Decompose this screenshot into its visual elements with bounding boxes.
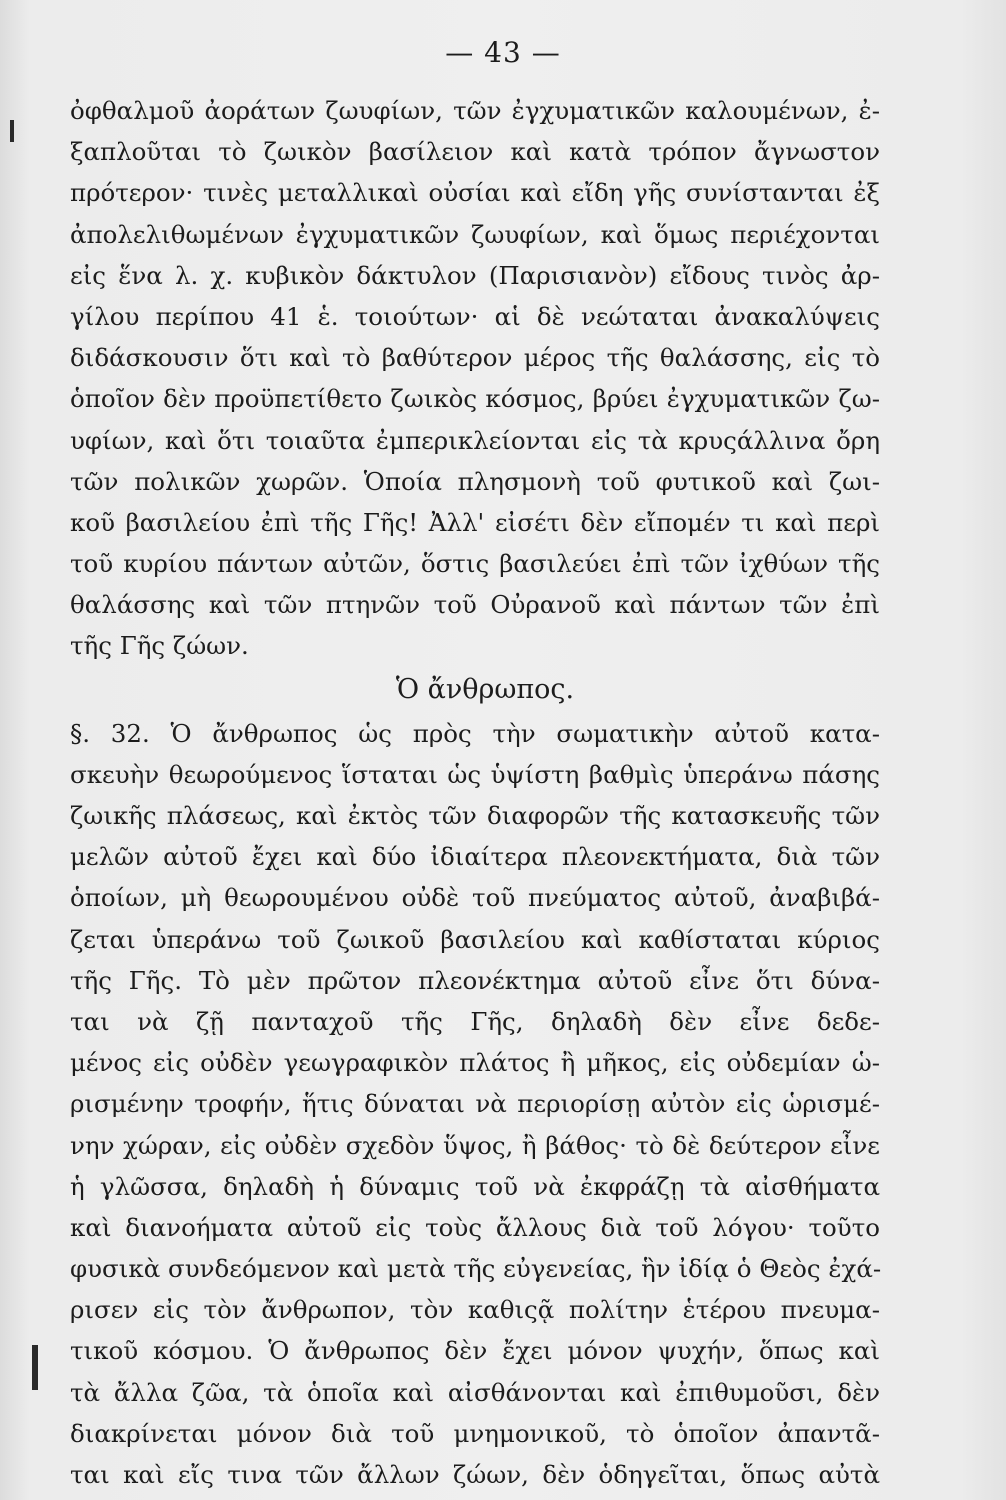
text-line: πρότερον· τινὲς μεταλλικαὶ οὐσίαι καὶ εἴδη γῆς συνίστανται ἐξ (70, 178, 880, 208)
text-line: καὶ διανοήματα αὐτοῦ εἰς τοὺς ἄλλους διὰ τοῦ λόγου· τοῦτο (70, 1212, 880, 1242)
text-line: ὁποῖον δὲν προϋπετίθετο ζωικὸς κόσμος, βρύει ἐγχυματικῶν ζω- (70, 384, 880, 414)
text-line: §. 32. Ὁ ἄνθρωπος ὡς πρὸς τὴν σωματικὴν αὐτοῦ κατα- (70, 718, 880, 748)
text-line: μένος εἰς οὐδὲν γεωγραφικὸν πλάτος ἢ μῆκος, εἰς οὐδεμίαν ὡ- (70, 1048, 880, 1078)
text-line: σκευὴν θεωρούμενος ἵσταται ὡς ὑψίστη βαθμὶς ὑπεράνω πάσης (70, 759, 880, 789)
text-line: κοῦ βασιλείου ἐπὶ τῆς Γῆς! Ἀλλ' εἰσέτι δὲν εἴπομέν τι καὶ περὶ (70, 507, 880, 537)
text-line: ἀπολελιθωμένων ἐγχυματικῶν ζωυφίων, καὶ ὅμως περιέχονται (70, 219, 880, 249)
text-line: ρισεν εἰς τὸν ἄνθρωπον, τὸν καθιςᾷ πολίτην ἑτέρου πνευμα- (70, 1295, 880, 1325)
text-line: εἰς ἕνα λ. χ. κυβικὸν δάκτυλον (Παρισιανὸν) εἴδους τινὸς ἀρ- (70, 260, 880, 290)
text-line: ται νὰ ζῇ πανταχοῦ τῆς Γῆς, δηλαδὴ δὲν εἶνε δεδε- (70, 1006, 880, 1036)
paragraph-animal-kingdom (70, 90, 880, 667)
margin-mark-top (10, 120, 14, 142)
section-heading: Ὁ ἄνθρωπος. (395, 673, 575, 705)
text-line: τὰ ἄλλα ζῶα, τὰ ὁποῖα καὶ αἰσθάνονται καὶ ἐπιθυμοῦσι, δὲν (70, 1377, 880, 1407)
margin-mark-bottom (32, 1345, 38, 1390)
text-line: ρισμένην τροφήν, ἥτις δύναται νὰ περιορίσῃ αὐτὸν εἰς ὡρισμέ- (70, 1089, 880, 1119)
text-line: διδάσκουσιν ὅτι καὶ τὸ βαθύτερον μέρος τῆς θαλάσσης, εἰς τὸ (70, 343, 880, 373)
text-line: τικοῦ κόσμου. Ὁ ἄνθρωπος δὲν ἔχει μόνον ψυχήν, ὅπως καὶ (70, 1336, 880, 1366)
text-line: τοῦ κυρίου πάντων αὐτῶν, ὅστις βασιλεύει ἐπὶ τῶν ἰχθύων τῆς (70, 549, 880, 579)
text-line: μελῶν αὐτοῦ ἔχει καὶ δύο ἰδιαίτερα πλεονεκτήματα, διὰ τῶν (70, 842, 880, 872)
text-line: νην χώραν, εἰς οὐδὲν σχεδὸν ὕψος, ἢ βάθος· τὸ δὲ δεύτερον εἶνε (70, 1130, 880, 1160)
text-line: ται καὶ εἴς τινα τῶν ἄλλων ζώων, δὲν ὁδηγεῖται, ὅπως αὐτὰ (70, 1460, 880, 1489)
text-line: θαλάσσης καὶ τῶν πτηνῶν τοῦ Οὐρανοῦ καὶ πάντων τῶν ἐπὶ (70, 590, 880, 620)
text-line: γίλου περίπου 41 ἑ. τοιούτων· αἱ δὲ νεώταται ἀνακαλύψεις (70, 301, 880, 331)
paragraph-man (70, 713, 880, 1496)
text-line: τῶν πολικῶν χωρῶν. Ὁποία πλησμονὴ τοῦ φυτικοῦ καὶ ζωι- (70, 466, 880, 496)
text-line: φυσικὰ συνδεόμενον καὶ μετὰ τῆς εὐγενείας, ἣν ἰδίᾳ ὁ Θεὸς ἐχά- (70, 1254, 882, 1284)
text-line: ζεται ὑπεράνω τοῦ ζωικοῦ βασιλείου καὶ καθίσταται κύριος (70, 924, 880, 954)
text-line: ξαπλοῦται τὸ ζωικὸν βασίλειον καὶ κατὰ τρόπον ἄγνωστον (70, 137, 880, 167)
text-line: ὀφθαλμοῦ ἀοράτων ζωυφίων, τῶν ἐγχυματικῶν καλουμένων, ἐ- (70, 96, 880, 125)
text-line: υφίων, καὶ ὅτι τοιαῦτα ἐμπερικλείονται εἰς τὰ κρυςάλλινα ὄρη (70, 425, 880, 455)
text-line: διακρίνεται μόνον διὰ τοῦ μνημονικοῦ, τὸ ὁποῖον ἀπαντᾶ- (70, 1418, 880, 1448)
text-line: τῆς Γῆς. Τὸ μὲν πρῶτον πλεονέκτημα αὐτοῦ εἶνε ὅτι δύνα- (70, 965, 880, 995)
page-number: — 43 — (445, 36, 561, 69)
text-line: τῆς Γῆς ζώων. (70, 631, 249, 661)
text-body (70, 90, 880, 1495)
text-line: ζωικῆς πλάσεως, καὶ ἐκτὸς τῶν διαφορῶν τῆς κατασκευῆς τῶν (70, 801, 880, 830)
text-line: ἡ γλῶσσα, δηλαδὴ ἡ δύναμις τοῦ νὰ ἐκφράζῃ τὰ αἰσθήματα (70, 1171, 880, 1201)
text-line: ὁποίων, μὴ θεωρουμένου οὐδὲ τοῦ πνεύματος αὐτοῦ, ἀναβιβά- (70, 883, 880, 913)
